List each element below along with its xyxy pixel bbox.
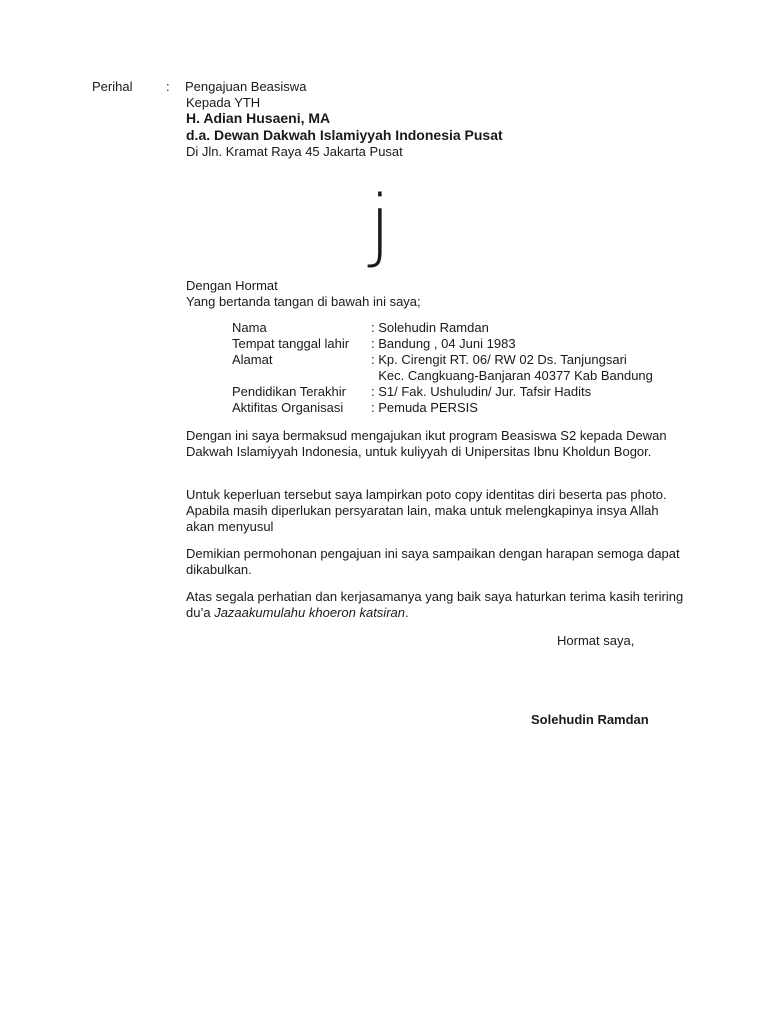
identity-value: : S1/ Fak. Ushuludin/ Jur. Tafsir Hadits bbox=[371, 384, 592, 399]
identity-value: : Solehudin Ramdan bbox=[371, 320, 489, 335]
identity-value: : Kp. Cirengit RT. 06/ RW 02 Ds. Tanjungsari bbox=[371, 352, 627, 367]
identity-value: : Pemuda PERSIS bbox=[371, 400, 478, 415]
logo-glyph: j bbox=[369, 180, 391, 270]
signature-name: Solehudin Ramdan bbox=[531, 712, 649, 727]
identity-value: Kec. Cangkuang-Banjaran 40377 Kab Bandung bbox=[371, 368, 653, 383]
identity-label: Alamat bbox=[232, 352, 273, 367]
identity-label: Tempat tanggal lahir bbox=[232, 336, 350, 351]
perihal-colon: : bbox=[166, 79, 170, 94]
paragraph-thanks bbox=[186, 589, 686, 621]
arabic-phrase: Jazaakumulahu khoeron katsiran bbox=[214, 605, 405, 620]
identity-row bbox=[232, 336, 653, 352]
paragraph-end: . bbox=[404, 605, 409, 620]
identity-row bbox=[232, 384, 653, 400]
identity-row bbox=[232, 352, 653, 368]
identity-label: Pendidikan Terakhir bbox=[232, 384, 346, 399]
paragraph-purpose bbox=[186, 428, 686, 460]
identity-row bbox=[232, 368, 653, 384]
kepada-line: Kepada YTH bbox=[186, 95, 261, 110]
recipient-name: H. Adian Husaeni, MA bbox=[186, 110, 331, 126]
identity-label: Nama bbox=[232, 320, 267, 335]
perihal-label: Perihal bbox=[92, 79, 133, 94]
identity-label: Aktifitas Organisasi bbox=[232, 400, 344, 415]
perihal-value: Pengajuan Beasiswa bbox=[185, 79, 307, 94]
paragraph-text: Atas segala perhatian dan kerjasamanya yang baik saya haturkan terima kasih teriring du’a bbox=[186, 589, 684, 620]
paragraph-text: Demikian permohonan pengajuan ini saya sampaikan dengan harapan semoga dapat dikabulkan. bbox=[186, 546, 680, 577]
identity-row bbox=[232, 320, 653, 336]
identity-row bbox=[232, 400, 653, 416]
greeting: Dengan Hormat bbox=[186, 278, 278, 293]
paragraph-attachments bbox=[186, 487, 686, 535]
recipient-org: d.a. Dewan Dakwah Islamiyyah Indonesia Pusat bbox=[186, 127, 503, 143]
paragraph-closing-request bbox=[186, 546, 686, 578]
identity-value: : Bandung , 04 Juni 1983 bbox=[371, 336, 516, 351]
paragraph-text: Dengan ini saya bermaksud mengajukan ikut program Beasiswa S2 kepada Dewan Dakwah Islamiyyah Indonesia, untuk kuliyyah di Unipersitas Ibnu Kholdun Bogor. bbox=[186, 428, 667, 459]
identity-label bbox=[232, 368, 371, 384]
intro-line: Yang bertanda tangan di bawah ini saya; bbox=[186, 294, 421, 309]
closing-salutation: Hormat saya, bbox=[557, 633, 635, 648]
recipient-address: Di Jln. Kramat Raya 45 Jakarta Pusat bbox=[186, 144, 403, 159]
identity-table bbox=[232, 320, 653, 416]
paragraph-text: Untuk keperluan tersebut saya lampirkan poto copy identitas diri beserta pas photo. Apabila masih diperlukan persyaratan lain, maka untuk melengkapinya insya Allah akan menyusul bbox=[186, 487, 667, 534]
